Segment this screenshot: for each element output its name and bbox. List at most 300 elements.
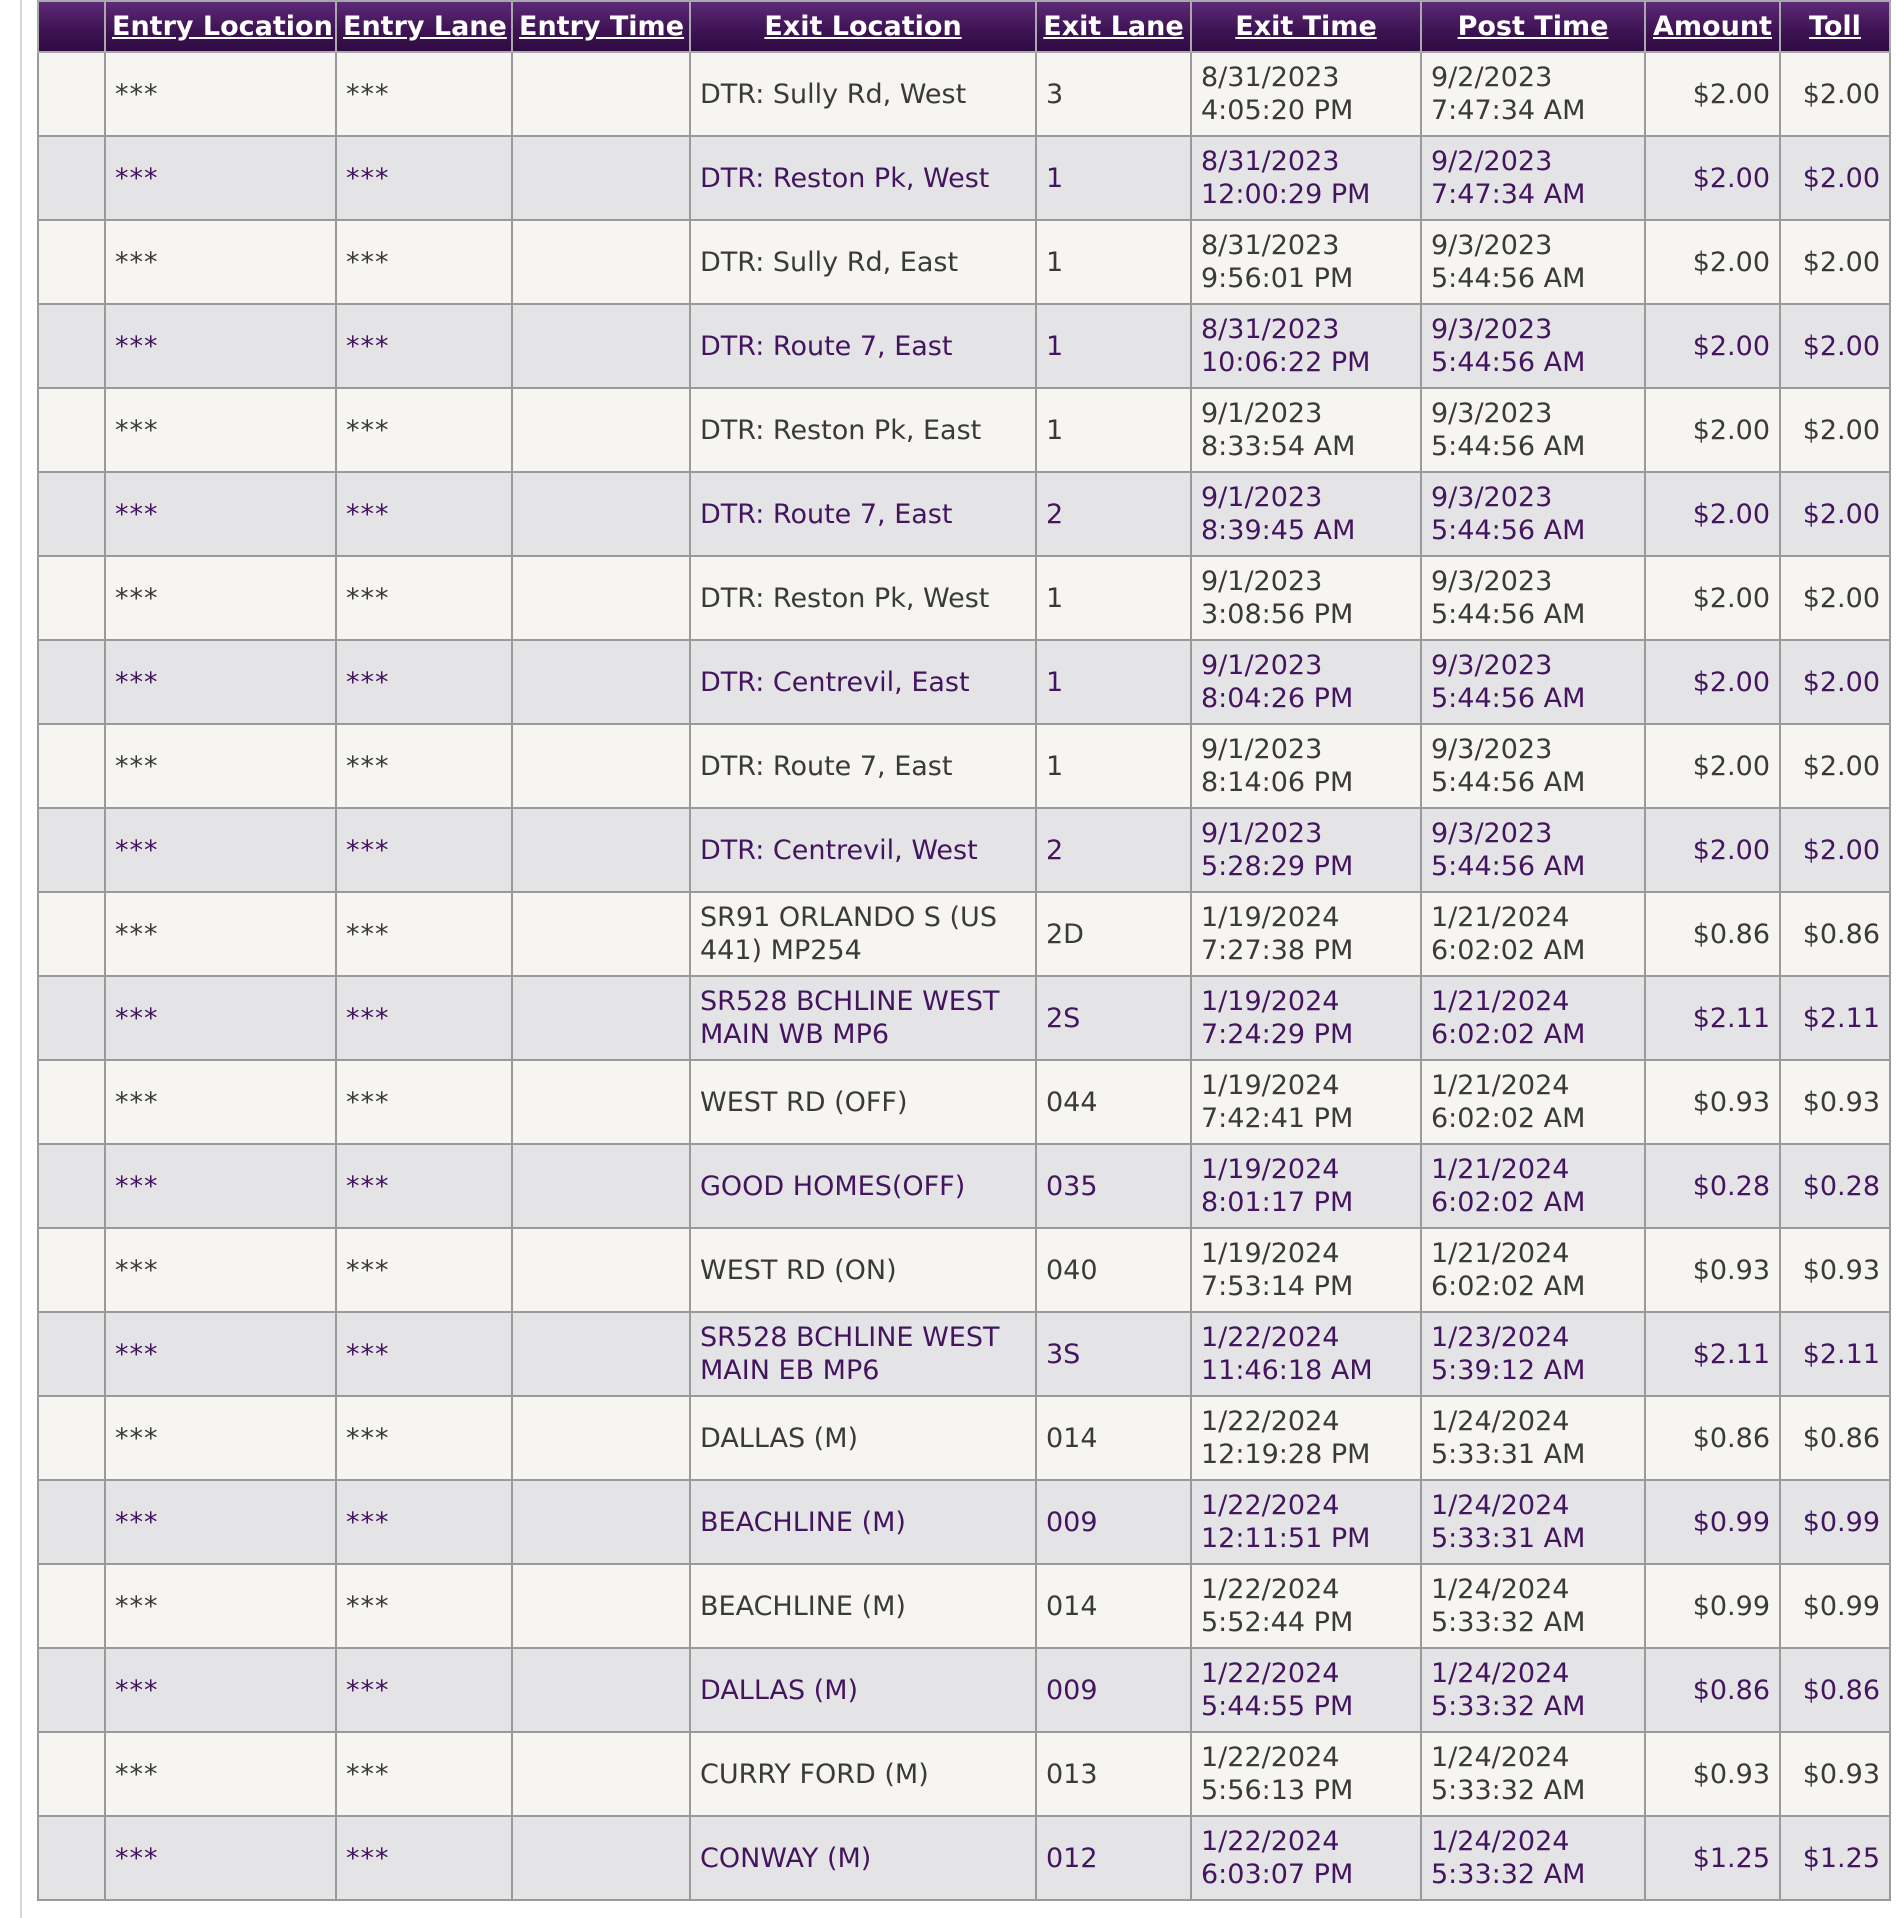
- exit-location-cell: WEST RD (OFF): [690, 1060, 1036, 1144]
- post-time-date: 1/24/2024: [1431, 1406, 1570, 1437]
- post-time-date: 9/3/2023: [1431, 482, 1553, 513]
- exit-time-date: 9/1/2023: [1201, 818, 1323, 849]
- entry-time-cell: [512, 808, 690, 892]
- exit-time-clock: 7:24:29 PM: [1201, 1019, 1354, 1050]
- exit-time-cell: [1191, 1480, 1421, 1564]
- exit-lane-cell: 014: [1036, 1396, 1191, 1480]
- post-time-date: 1/23/2024: [1431, 1322, 1570, 1353]
- entry-lane-cell: ***: [336, 1228, 512, 1312]
- entry-location-cell: ***: [105, 556, 336, 640]
- post-time-cell: [1421, 136, 1645, 220]
- post-time-cell: [1421, 1564, 1645, 1648]
- entry-lane-cell: ***: [336, 220, 512, 304]
- column-header-entry-location[interactable]: [105, 1, 336, 52]
- entry-lane-cell: ***: [336, 1732, 512, 1816]
- exit-time-cell: [1191, 1732, 1421, 1816]
- table-body: [38, 52, 1890, 1900]
- exit-lane-cell: 1: [1036, 388, 1191, 472]
- exit-time-cell: [1191, 1060, 1421, 1144]
- exit-lane-cell: 1: [1036, 640, 1191, 724]
- post-time-date: 9/3/2023: [1431, 398, 1553, 429]
- toll-cell: $0.93: [1780, 1228, 1890, 1312]
- post-time-clock: 5:44:56 AM: [1431, 683, 1586, 714]
- entry-lane-cell: ***: [336, 1312, 512, 1396]
- exit-location-cell: SR91 ORLANDO S (US 441) MP254: [690, 892, 1036, 976]
- entry-location-cell: ***: [105, 808, 336, 892]
- exit-time-clock: 8:39:45 AM: [1201, 515, 1356, 546]
- post-time-clock: 6:02:02 AM: [1431, 935, 1586, 966]
- exit-time-clock: 10:06:22 PM: [1201, 347, 1371, 378]
- exit-location-cell: BEACHLINE (M): [690, 1564, 1036, 1648]
- exit-lane-cell: 1: [1036, 220, 1191, 304]
- entry-time-cell: [512, 136, 690, 220]
- table-row: [38, 976, 1890, 1060]
- exit-time-clock: 3:08:56 PM: [1201, 599, 1354, 630]
- sort-link-entry-location[interactable]: Entry Location: [112, 11, 333, 42]
- exit-time-date: 9/1/2023: [1201, 734, 1323, 765]
- entry-location-cell: ***: [105, 1816, 336, 1900]
- exit-time-date: 1/22/2024: [1201, 1742, 1340, 1773]
- exit-time-date: 8/31/2023: [1201, 314, 1340, 345]
- exit-location-cell: SR528 BCHLINE WEST MAIN WB MP6: [690, 976, 1036, 1060]
- post-time-date: 9/3/2023: [1431, 650, 1553, 681]
- toll-cell: $0.86: [1780, 1396, 1890, 1480]
- entry-time-cell: [512, 472, 690, 556]
- entry-location-cell: ***: [105, 388, 336, 472]
- sort-link-exit-location[interactable]: Exit Location: [764, 11, 962, 42]
- select-cell: [38, 52, 105, 136]
- exit-location-cell: GOOD HOMES(OFF): [690, 1144, 1036, 1228]
- post-time-clock: 5:33:32 AM: [1431, 1859, 1586, 1890]
- post-time-cell: [1421, 1060, 1645, 1144]
- select-cell: [38, 1396, 105, 1480]
- post-time-cell: [1421, 640, 1645, 724]
- select-cell: [38, 388, 105, 472]
- exit-time-date: 1/22/2024: [1201, 1658, 1340, 1689]
- entry-lane-cell: ***: [336, 1480, 512, 1564]
- entry-location-cell: ***: [105, 724, 336, 808]
- exit-lane-cell: 2S: [1036, 976, 1191, 1060]
- exit-time-date: 9/1/2023: [1201, 398, 1323, 429]
- post-time-date: 9/2/2023: [1431, 146, 1553, 177]
- exit-time-cell: [1191, 1564, 1421, 1648]
- exit-time-cell: [1191, 1144, 1421, 1228]
- entry-time-cell: [512, 892, 690, 976]
- entry-lane-cell: ***: [336, 472, 512, 556]
- exit-lane-cell: 3S: [1036, 1312, 1191, 1396]
- exit-time-clock: 12:11:51 PM: [1201, 1523, 1371, 1554]
- post-time-date: 9/3/2023: [1431, 734, 1553, 765]
- amount-cell: $0.99: [1645, 1480, 1780, 1564]
- toll-cell: $0.28: [1780, 1144, 1890, 1228]
- exit-location-cell: DTR: Sully Rd, West: [690, 52, 1036, 136]
- post-time-clock: 5:44:56 AM: [1431, 515, 1586, 546]
- select-cell: [38, 220, 105, 304]
- exit-location-cell: DTR: Centrevil, West: [690, 808, 1036, 892]
- amount-cell: $0.93: [1645, 1228, 1780, 1312]
- exit-lane-cell: 2D: [1036, 892, 1191, 976]
- entry-lane-cell: ***: [336, 136, 512, 220]
- exit-time-cell: [1191, 1648, 1421, 1732]
- table-row: [38, 136, 1890, 220]
- table-row: [38, 220, 1890, 304]
- select-cell: [38, 976, 105, 1060]
- entry-time-cell: [512, 640, 690, 724]
- entry-location-cell: ***: [105, 1564, 336, 1648]
- table-row: [38, 1480, 1890, 1564]
- exit-time-cell: [1191, 52, 1421, 136]
- exit-time-cell: [1191, 388, 1421, 472]
- post-time-date: 1/21/2024: [1431, 902, 1570, 933]
- exit-time-clock: 7:42:41 PM: [1201, 1103, 1354, 1134]
- exit-time-clock: 5:52:44 PM: [1201, 1607, 1354, 1638]
- transactions-table: [37, 0, 1891, 1901]
- exit-time-clock: 5:44:55 PM: [1201, 1691, 1354, 1722]
- exit-lane-cell: 3: [1036, 52, 1191, 136]
- entry-time-cell: [512, 1564, 690, 1648]
- exit-time-date: 9/1/2023: [1201, 482, 1323, 513]
- amount-cell: $0.86: [1645, 1396, 1780, 1480]
- post-time-clock: 5:39:12 AM: [1431, 1355, 1586, 1386]
- amount-cell: $0.86: [1645, 892, 1780, 976]
- toll-cell: $2.00: [1780, 52, 1890, 136]
- post-time-clock: 5:33:32 AM: [1431, 1775, 1586, 1806]
- exit-time-cell: [1191, 304, 1421, 388]
- post-time-clock: 6:02:02 AM: [1431, 1187, 1586, 1218]
- table-row: [38, 1564, 1890, 1648]
- post-time-date: 1/24/2024: [1431, 1742, 1570, 1773]
- entry-lane-cell: ***: [336, 1648, 512, 1732]
- amount-cell: $2.00: [1645, 472, 1780, 556]
- entry-lane-cell: ***: [336, 1816, 512, 1900]
- post-time-cell: [1421, 808, 1645, 892]
- exit-location-cell: CONWAY (M): [690, 1816, 1036, 1900]
- exit-lane-cell: 014: [1036, 1564, 1191, 1648]
- exit-time-clock: 8:01:17 PM: [1201, 1187, 1354, 1218]
- toll-cell: $0.99: [1780, 1480, 1890, 1564]
- exit-lane-cell: 012: [1036, 1816, 1191, 1900]
- toll-cell: $1.25: [1780, 1816, 1890, 1900]
- entry-location-cell: ***: [105, 1732, 336, 1816]
- amount-cell: $2.00: [1645, 724, 1780, 808]
- toll-cell: $2.00: [1780, 388, 1890, 472]
- toll-cell: $2.00: [1780, 136, 1890, 220]
- exit-location-cell: DTR: Route 7, East: [690, 724, 1036, 808]
- exit-time-cell: [1191, 1312, 1421, 1396]
- exit-time-clock: 8:33:54 AM: [1201, 431, 1356, 462]
- entry-time-cell: [512, 388, 690, 472]
- sort-link-exit-time[interactable]: Exit Time: [1235, 11, 1377, 42]
- table-row: [38, 1144, 1890, 1228]
- post-time-clock: 5:44:56 AM: [1431, 767, 1586, 798]
- entry-lane-cell: ***: [336, 976, 512, 1060]
- select-cell: [38, 136, 105, 220]
- entry-location-cell: ***: [105, 892, 336, 976]
- exit-location-cell: BEACHLINE (M): [690, 1480, 1036, 1564]
- entry-time-cell: [512, 976, 690, 1060]
- entry-lane-cell: ***: [336, 388, 512, 472]
- table-row: [38, 388, 1890, 472]
- amount-cell: $1.25: [1645, 1816, 1780, 1900]
- entry-time-cell: [512, 1648, 690, 1732]
- sort-link-toll[interactable]: Toll: [1809, 11, 1861, 42]
- table-row: [38, 640, 1890, 724]
- table-row: [38, 808, 1890, 892]
- exit-time-cell: [1191, 1228, 1421, 1312]
- post-time-clock: 5:44:56 AM: [1431, 263, 1586, 294]
- post-time-cell: [1421, 892, 1645, 976]
- exit-time-cell: [1191, 892, 1421, 976]
- exit-lane-cell: 009: [1036, 1480, 1191, 1564]
- table-row: [38, 724, 1890, 808]
- column-header-entry-time[interactable]: [512, 1, 690, 52]
- select-cell: [38, 1564, 105, 1648]
- exit-time-clock: 5:56:13 PM: [1201, 1775, 1354, 1806]
- table-row: [38, 1396, 1890, 1480]
- select-cell: [38, 1648, 105, 1732]
- toll-cell: $0.86: [1780, 1648, 1890, 1732]
- table-row: [38, 52, 1890, 136]
- header-row: [38, 1, 1890, 52]
- exit-location-cell: DTR: Reston Pk, East: [690, 388, 1036, 472]
- post-time-clock: 7:47:34 AM: [1431, 179, 1586, 210]
- exit-time-cell: [1191, 220, 1421, 304]
- post-time-date: 9/3/2023: [1431, 314, 1553, 345]
- sort-link-amount[interactable]: Amount: [1653, 11, 1772, 42]
- post-time-cell: [1421, 724, 1645, 808]
- post-time-clock: 7:47:34 AM: [1431, 95, 1586, 126]
- toll-cell: $0.93: [1780, 1060, 1890, 1144]
- post-time-clock: 6:02:02 AM: [1431, 1103, 1586, 1134]
- post-time-clock: 5:44:56 AM: [1431, 347, 1586, 378]
- exit-time-cell: [1191, 640, 1421, 724]
- entry-location-cell: ***: [105, 1228, 336, 1312]
- toll-cell: $2.00: [1780, 724, 1890, 808]
- column-header-entry-lane[interactable]: [336, 1, 512, 52]
- column-header-toll[interactable]: [1780, 1, 1890, 52]
- post-time-clock: 5:44:56 AM: [1431, 431, 1586, 462]
- exit-lane-cell: 2: [1036, 808, 1191, 892]
- exit-lane-cell: 035: [1036, 1144, 1191, 1228]
- post-time-cell: [1421, 1480, 1645, 1564]
- toll-cell: $0.86: [1780, 892, 1890, 976]
- post-time-cell: [1421, 1732, 1645, 1816]
- exit-location-cell: SR528 BCHLINE WEST MAIN EB MP6: [690, 1312, 1036, 1396]
- amount-cell: $2.11: [1645, 976, 1780, 1060]
- amount-cell: $0.93: [1645, 1060, 1780, 1144]
- exit-lane-cell: 013: [1036, 1732, 1191, 1816]
- table-row: [38, 1648, 1890, 1732]
- amount-cell: $0.93: [1645, 1732, 1780, 1816]
- select-cell: [38, 1480, 105, 1564]
- entry-lane-cell: ***: [336, 724, 512, 808]
- select-cell: [38, 556, 105, 640]
- post-time-cell: [1421, 1816, 1645, 1900]
- post-time-cell: [1421, 388, 1645, 472]
- exit-time-date: 1/22/2024: [1201, 1574, 1340, 1605]
- exit-time-clock: 7:27:38 PM: [1201, 935, 1354, 966]
- select-cell: [38, 472, 105, 556]
- column-header-select: [38, 1, 105, 52]
- post-time-date: 1/24/2024: [1431, 1490, 1570, 1521]
- amount-cell: $2.00: [1645, 556, 1780, 640]
- toll-cell: $2.00: [1780, 556, 1890, 640]
- column-header-exit-time[interactable]: [1191, 1, 1421, 52]
- select-cell: [38, 1312, 105, 1396]
- exit-time-date: 1/22/2024: [1201, 1826, 1340, 1857]
- exit-time-clock: 8:04:26 PM: [1201, 683, 1354, 714]
- select-cell: [38, 304, 105, 388]
- entry-location-cell: ***: [105, 1480, 336, 1564]
- table-row: [38, 1312, 1890, 1396]
- entry-time-cell: [512, 1396, 690, 1480]
- amount-cell: $0.28: [1645, 1144, 1780, 1228]
- exit-time-date: 8/31/2023: [1201, 146, 1340, 177]
- amount-cell: $0.99: [1645, 1564, 1780, 1648]
- post-time-date: 1/24/2024: [1431, 1658, 1570, 1689]
- exit-time-clock: 6:03:07 PM: [1201, 1859, 1354, 1890]
- entry-lane-cell: ***: [336, 1060, 512, 1144]
- post-time-date: 1/24/2024: [1431, 1574, 1570, 1605]
- exit-location-cell: DALLAS (M): [690, 1648, 1036, 1732]
- toll-cell: $2.11: [1780, 976, 1890, 1060]
- exit-time-date: 8/31/2023: [1201, 230, 1340, 261]
- select-cell: [38, 1816, 105, 1900]
- exit-time-cell: [1191, 472, 1421, 556]
- post-time-cell: [1421, 1144, 1645, 1228]
- sort-link-post-time[interactable]: Post Time: [1457, 11, 1609, 42]
- exit-time-date: 9/1/2023: [1201, 566, 1323, 597]
- exit-lane-cell: 1: [1036, 724, 1191, 808]
- entry-location-cell: ***: [105, 220, 336, 304]
- exit-lane-cell: 044: [1036, 1060, 1191, 1144]
- select-cell: [38, 892, 105, 976]
- column-header-amount[interactable]: [1645, 1, 1780, 52]
- exit-lane-cell: 2: [1036, 472, 1191, 556]
- post-time-cell: [1421, 1312, 1645, 1396]
- entry-time-cell: [512, 304, 690, 388]
- sort-link-entry-lane[interactable]: Entry Lane: [343, 11, 507, 42]
- post-time-clock: 5:33:32 AM: [1431, 1691, 1586, 1722]
- exit-time-cell: [1191, 724, 1421, 808]
- exit-time-date: 1/22/2024: [1201, 1322, 1340, 1353]
- column-header-exit-location[interactable]: [690, 1, 1036, 52]
- exit-time-cell: [1191, 556, 1421, 640]
- table-header: [38, 1, 1890, 52]
- column-header-exit-lane[interactable]: [1036, 1, 1191, 52]
- entry-time-cell: [512, 1480, 690, 1564]
- amount-cell: $2.00: [1645, 808, 1780, 892]
- toll-cell: $2.00: [1780, 472, 1890, 556]
- exit-time-clock: 11:46:18 AM: [1201, 1355, 1373, 1386]
- select-cell: [38, 640, 105, 724]
- post-time-cell: [1421, 1396, 1645, 1480]
- exit-time-date: 1/19/2024: [1201, 986, 1340, 1017]
- post-time-clock: 5:33:32 AM: [1431, 1607, 1586, 1638]
- post-time-date: 9/3/2023: [1431, 230, 1553, 261]
- entry-time-cell: [512, 1144, 690, 1228]
- table-row: [38, 892, 1890, 976]
- exit-time-clock: 12:00:29 PM: [1201, 179, 1371, 210]
- post-time-clock: 5:33:31 AM: [1431, 1523, 1586, 1554]
- table-row: [38, 1732, 1890, 1816]
- exit-lane-cell: 1: [1036, 136, 1191, 220]
- post-time-cell: [1421, 220, 1645, 304]
- left-border: [20, 0, 22, 1918]
- exit-location-cell: DTR: Centrevil, East: [690, 640, 1036, 724]
- exit-time-clock: 7:53:14 PM: [1201, 1271, 1354, 1302]
- exit-time-cell: [1191, 808, 1421, 892]
- post-time-cell: [1421, 976, 1645, 1060]
- table-row: [38, 1228, 1890, 1312]
- entry-time-cell: [512, 1816, 690, 1900]
- exit-lane-cell: 009: [1036, 1648, 1191, 1732]
- entry-location-cell: ***: [105, 1648, 336, 1732]
- table-row: [38, 556, 1890, 640]
- entry-time-cell: [512, 1228, 690, 1312]
- entry-time-cell: [512, 220, 690, 304]
- toll-cell: $2.00: [1780, 808, 1890, 892]
- sort-link-exit-lane[interactable]: Exit Lane: [1043, 11, 1184, 42]
- post-time-clock: 5:44:56 AM: [1431, 851, 1586, 882]
- exit-time-date: 1/19/2024: [1201, 1238, 1340, 1269]
- entry-location-cell: ***: [105, 640, 336, 724]
- amount-cell: $2.11: [1645, 1312, 1780, 1396]
- exit-time-clock: 12:19:28 PM: [1201, 1439, 1371, 1470]
- exit-time-clock: 9:56:01 PM: [1201, 263, 1354, 294]
- select-cell: [38, 724, 105, 808]
- exit-location-cell: DALLAS (M): [690, 1396, 1036, 1480]
- entry-time-cell: [512, 1312, 690, 1396]
- post-time-cell: [1421, 52, 1645, 136]
- exit-time-date: 1/19/2024: [1201, 1154, 1340, 1185]
- exit-time-clock: 4:05:20 PM: [1201, 95, 1354, 126]
- exit-time-cell: [1191, 976, 1421, 1060]
- post-time-date: 9/2/2023: [1431, 62, 1553, 93]
- exit-time-date: 1/19/2024: [1201, 1070, 1340, 1101]
- exit-time-date: 1/22/2024: [1201, 1490, 1340, 1521]
- toll-cell: $2.00: [1780, 220, 1890, 304]
- exit-time-clock: 8:14:06 PM: [1201, 767, 1354, 798]
- entry-location-cell: ***: [105, 1312, 336, 1396]
- post-time-cell: [1421, 472, 1645, 556]
- entry-lane-cell: ***: [336, 52, 512, 136]
- entry-location-cell: ***: [105, 52, 336, 136]
- entry-lane-cell: ***: [336, 808, 512, 892]
- exit-lane-cell: 040: [1036, 1228, 1191, 1312]
- post-time-date: 1/21/2024: [1431, 1238, 1570, 1269]
- exit-location-cell: WEST RD (ON): [690, 1228, 1036, 1312]
- toll-cell: $2.00: [1780, 304, 1890, 388]
- post-time-cell: [1421, 304, 1645, 388]
- entry-time-cell: [512, 556, 690, 640]
- amount-cell: $2.00: [1645, 220, 1780, 304]
- toll-cell: $0.99: [1780, 1564, 1890, 1648]
- post-time-date: 1/21/2024: [1431, 986, 1570, 1017]
- entry-time-cell: [512, 1060, 690, 1144]
- exit-time-clock: 5:28:29 PM: [1201, 851, 1354, 882]
- entry-location-cell: ***: [105, 472, 336, 556]
- amount-cell: $2.00: [1645, 640, 1780, 724]
- sort-link-entry-time[interactable]: Entry Time: [519, 11, 685, 42]
- exit-time-date: 1/19/2024: [1201, 902, 1340, 933]
- exit-time-date: 1/22/2024: [1201, 1406, 1340, 1437]
- post-time-cell: [1421, 1228, 1645, 1312]
- column-header-post-time[interactable]: [1421, 1, 1645, 52]
- post-time-date: 1/21/2024: [1431, 1154, 1570, 1185]
- post-time-cell: [1421, 556, 1645, 640]
- entry-lane-cell: ***: [336, 1564, 512, 1648]
